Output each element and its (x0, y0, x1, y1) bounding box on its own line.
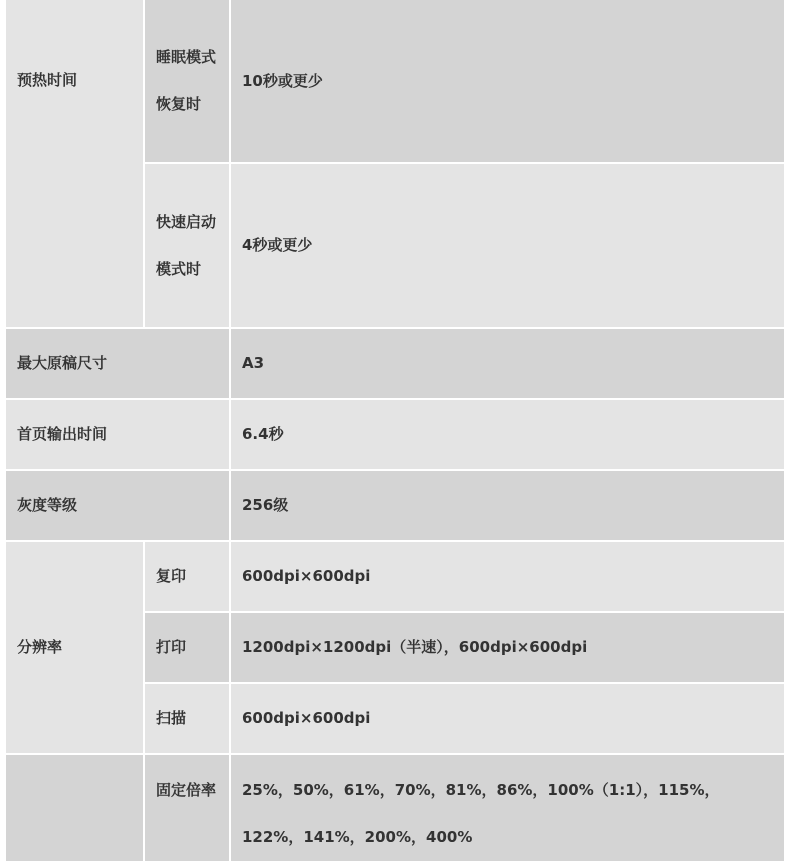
table-row (6, 0, 784, 164)
value-sleep-mode: 10秒或更少 (231, 0, 784, 164)
table-row (6, 542, 784, 613)
value-copy: 600dpi×600dpi (231, 542, 784, 613)
value-print: 1200dpi×1200dpi（半速），600dpi×600dpi (231, 613, 784, 684)
table-row (6, 329, 784, 400)
value-max-original: A3 (231, 329, 784, 400)
row-label-max-original: 最大原稿尺寸 (6, 329, 231, 400)
value-grayscale: 256级 (231, 471, 784, 542)
row-label-warmup: 预热时间 (6, 0, 145, 329)
sub-label-fixed-zoom: 固定倍率 (145, 755, 231, 863)
row-label-zoom (6, 755, 145, 863)
row-label-first-output: 首页输出时间 (6, 400, 231, 471)
value-first-output: 6.4秒 (231, 400, 784, 471)
spec-table (6, 0, 784, 863)
sub-label-sleep-mode: 睡眠模式恢复时 (145, 0, 231, 164)
value-quick-start: 4秒或更少 (231, 164, 784, 329)
table-row (6, 400, 784, 471)
value-scan: 600dpi×600dpi (231, 684, 784, 755)
sub-label-scan: 扫描 (145, 684, 231, 755)
sub-label-copy: 复印 (145, 542, 231, 613)
table-row (6, 755, 784, 863)
value-fixed-zoom: 25%，50%，61%，70%，81%，86%，100%（1:1），115%，122%，141%，200%，400% (231, 755, 784, 863)
row-label-grayscale: 灰度等级 (6, 471, 231, 542)
table-row (6, 471, 784, 542)
sub-label-quick-start: 快速启动模式时 (145, 164, 231, 329)
row-label-resolution: 分辨率 (6, 542, 145, 755)
sub-label-print: 打印 (145, 613, 231, 684)
